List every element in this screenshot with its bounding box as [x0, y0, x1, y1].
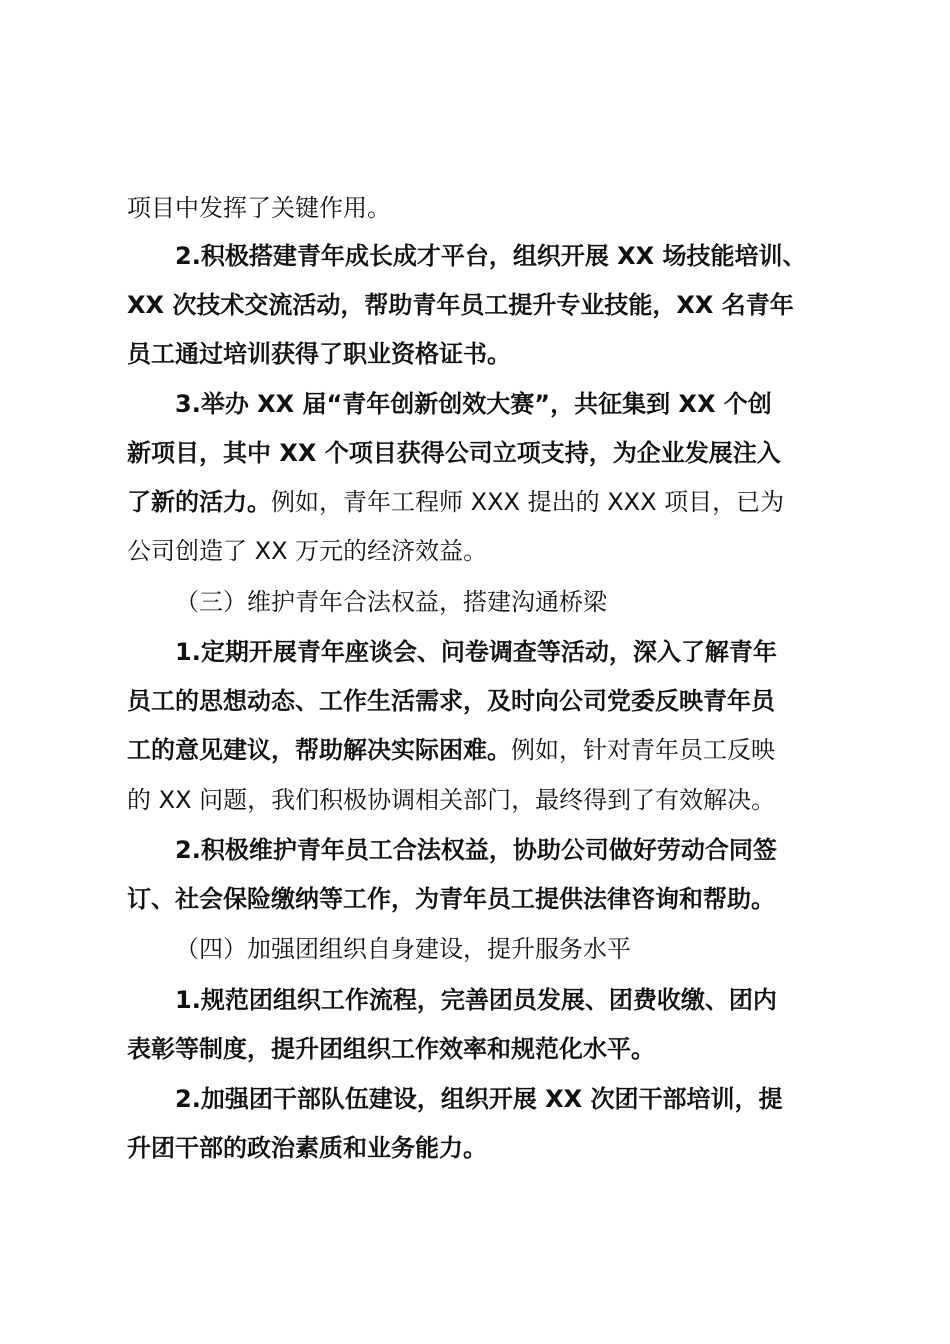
bold-text: 了新的活力。	[127, 488, 271, 516]
bold-text: XX 次技术交流活动，帮助青年员工提升专业技能，XX 名青年	[127, 291, 794, 319]
text-line	[127, 1029, 837, 1069]
bold-text: 升团干部的政治素质和业务能力。	[127, 1134, 487, 1162]
bold-text: 员工的思想动态、工作生活需求，及时向公司党委反映青年员	[127, 687, 775, 715]
section-heading	[175, 582, 837, 622]
regular-text: 公司创造了 XX 万元的经济效益。	[127, 537, 488, 565]
text-line	[127, 730, 837, 770]
bold-text: 3.举办 XX 届“青年创新创效大赛”，共征集到 XX 个创	[175, 390, 772, 418]
text-line	[127, 482, 837, 522]
text-line	[127, 285, 837, 325]
regular-text: 例如，针对青年员工反映	[511, 736, 775, 764]
bold-text: 1.定期开展青年座谈会、问卷调查等活动，深入了解青年	[175, 638, 777, 666]
text-line	[175, 632, 837, 672]
text-line	[127, 681, 837, 721]
text-line	[127, 780, 837, 820]
text-line	[127, 334, 837, 374]
bold-text: 工的意见建议，帮助解决实际困难。	[127, 736, 511, 764]
text-line	[175, 236, 837, 276]
text-line	[175, 384, 837, 424]
bold-text: 订、社会保险缴纳等工作，为青年员工提供法律咨询和帮助。	[127, 885, 775, 913]
text-line	[175, 1079, 837, 1119]
regular-text: （三）维护青年合法权益，搭建沟通桥梁	[175, 588, 607, 616]
bold-text: 新项目，其中 XX 个项目获得公司立项支持，为企业发展注入	[127, 439, 781, 467]
bold-text: 2.积极维护青年员工合法权益，协助公司做好劳动合同签	[175, 836, 777, 864]
text-line	[175, 830, 837, 870]
bold-text: 2.积极搭建青年成长成才平台，组织开展 XX 场技能培训、	[175, 242, 807, 270]
text-line	[127, 531, 837, 571]
bold-text: 表彰等制度，提升团组织工作效率和规范化水平。	[127, 1035, 655, 1063]
section-heading	[175, 929, 837, 969]
text-line	[127, 879, 837, 919]
regular-text: （四）加强团组织自身建设，提升服务水平	[175, 935, 631, 963]
text-line	[127, 1128, 837, 1168]
text-line	[127, 433, 837, 473]
bold-text: 员工通过培训获得了职业资格证书。	[127, 340, 511, 368]
bold-text: 2.加强团干部队伍建设，组织开展 XX 次团干部培训，提	[175, 1085, 783, 1113]
regular-text: 项目中发挥了关键作用。	[127, 194, 391, 222]
bold-text: 1.规范团组织工作流程，完善团员发展、团费收缴、团内	[175, 986, 777, 1014]
text-line	[175, 980, 837, 1020]
text-line	[127, 188, 837, 228]
regular-text: 的 XX 问题，我们积极协调相关部门，最终得到了有效解决。	[127, 786, 776, 814]
regular-text: 例如，青年工程师 XXX 提出的 XXX 项目，已为	[271, 488, 785, 516]
